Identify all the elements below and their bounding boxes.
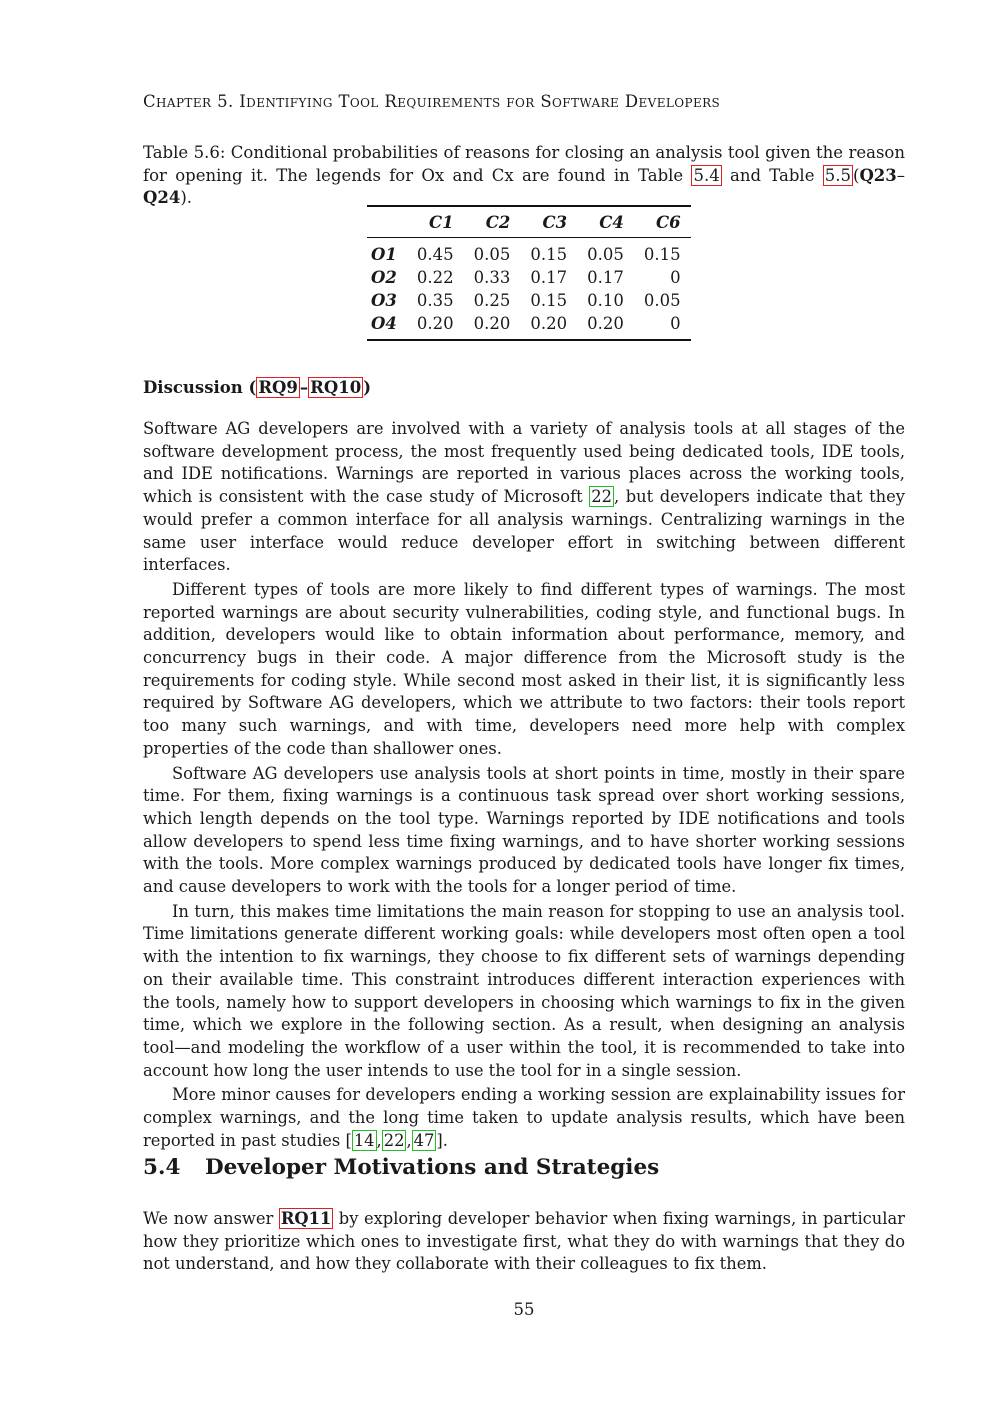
running-head: Chapter 5. Identifying Tool Requirements for Software Developers — [143, 92, 721, 111]
paragraph — [143, 418, 905, 577]
paragraph-text: Software AG developers are involved with a variety of analysis tools at all stages of the software development process, the most frequently used being dedicated tools, IDE tools, and IDE notifications. Warnings are reported in various places across the working tools, which is consistent with the case study of Microsoft — [143, 419, 905, 507]
caption-paren-open: ( — [853, 165, 860, 185]
row-header: O2 — [371, 268, 397, 287]
table-cell: 0.20 — [473, 314, 511, 333]
paragraph-text: We now answer — [143, 1209, 274, 1228]
table-ref-link-5-5[interactable]: 5.5 — [824, 165, 851, 185]
table-cell: 0.45 — [416, 245, 454, 264]
rq10-link[interactable]: RQ10 — [310, 378, 362, 397]
table-caption — [143, 142, 905, 210]
row-header: O4 — [371, 314, 397, 333]
caption-mid: and Table — [730, 165, 815, 185]
cite-bracket: ]. — [436, 1130, 448, 1150]
table-row — [367, 289, 691, 312]
caption-text: Conditional probabilities of reasons for closing an analysis tool given the reason for opening it. The legends for Ox and Cx are found in Table — [143, 143, 905, 185]
table-row — [367, 238, 691, 267]
section-title: Developer Motivations and Strategies — [205, 1155, 660, 1180]
paragraph: In turn, this makes time limitations the main reason for stopping to use an analysis tool. Time limitations generate different working goals: while developers most often open a tool with the intention to fix warnings, they choose to fix different sets of warnings depending on their available time. This constraint introduces different interaction experiences with the tools, namely how to support developers in choosing which warnings to fix in the given time, which we explore in the following section. As a result, when designing an analysis tool—and modeling the workflow of a user within the tool, it is recommended to take into account how long the user intends to use the tool for in a single session. — [143, 901, 905, 1080]
probability-table — [367, 205, 691, 341]
question-ref-q24: Q24 — [143, 188, 181, 207]
citation-link[interactable]: 14 — [353, 1130, 375, 1150]
table-cell: 0.33 — [473, 268, 511, 287]
caption-dash: – — [896, 165, 906, 185]
table-row — [367, 266, 691, 289]
table-cell: 0.35 — [416, 291, 454, 310]
paragraph: Different types of tools are more likely to find different types of warnings. The most reported warnings are about security vulnerabilities, coding style, and functional bugs. In addition, developers would like to obtain information about performance, memory, and concurrency bugs in their code. A major difference from the Microsoft study is the requirements for coding style. While second most asked in their list, it is significantly less required by Software AG developers, which we attribute to two factors: their tools report too many such warnings, and with time, developers need more help with complex properties of the code than shallower ones. — [143, 579, 905, 758]
citation-link[interactable]: 22 — [383, 1130, 405, 1150]
probability-table-wrapper — [367, 205, 691, 341]
rq9-link[interactable]: RQ9 — [258, 378, 298, 397]
col-header: C2 — [485, 212, 511, 232]
table-cell: 0.20 — [530, 314, 568, 333]
table-row — [367, 312, 691, 340]
table-cell: 0.10 — [587, 291, 624, 310]
table-cell: 0.05 — [473, 245, 511, 264]
table-header-row — [367, 206, 691, 238]
col-header: C4 — [599, 212, 624, 232]
caption-label: Table 5.6: — [143, 143, 226, 162]
table-cell: 0.20 — [587, 314, 624, 333]
col-header: C6 — [655, 212, 681, 232]
table-ref-link-5-4[interactable]: 5.4 — [693, 165, 720, 185]
table-cell: 0.05 — [587, 245, 624, 264]
discussion-heading — [143, 378, 371, 397]
table-cell: 0.22 — [416, 268, 454, 287]
citation-link[interactable]: 47 — [413, 1130, 435, 1150]
rq11-link[interactable]: RQ11 — [280, 1209, 332, 1228]
row-header: O1 — [371, 245, 397, 264]
table-cell: 0 — [670, 314, 681, 333]
discussion-close: ) — [363, 378, 371, 397]
table-cell: 0.15 — [530, 291, 568, 310]
table-cell: 0 — [670, 268, 681, 287]
section-number: 5.4 — [143, 1155, 181, 1180]
table-cell: 0.17 — [530, 268, 568, 287]
section-body — [143, 1208, 905, 1276]
table-cell: 0.25 — [473, 291, 511, 310]
paragraph: More minor causes for developers ending a working session are explainability issues for complex warnings, and the long time taken to update analysis results, which have been reported in past studies [ 14 , 22 , 47 ]. — [143, 1085, 905, 1150]
citation-link[interactable]: 22 — [591, 487, 612, 507]
discussion-body — [143, 418, 905, 1153]
paragraph-text: by exploring developer behavior when fixing warnings, in particular how they prioritize which ones to investigate first, what they do with warnings that they do not understand, and how they collaborate with their colleagues to fix them. — [143, 1209, 905, 1274]
discussion-dash: – — [299, 378, 309, 397]
discussion-title: Discussion ( — [143, 378, 257, 397]
question-ref-q23: Q23 — [859, 165, 897, 185]
table-cell: 0.15 — [530, 245, 568, 264]
cite-bracket: [ — [345, 1130, 352, 1150]
table-corner — [367, 206, 407, 238]
caption-paren-close: ). — [180, 188, 193, 207]
row-header: O3 — [371, 291, 397, 310]
table-cell: 0.15 — [643, 245, 681, 264]
paragraph: Software AG developers use analysis tools at short points in time, mostly in their spare time. For them, fixing warnings is a continuous task spread over short working sessions, which length depends on the tool type. Warnings reported by IDE notifications and tools allow developers to spend less time fixing warnings, and to have shorter working sessions with the tools. More complex warnings produced by dedicated tools have longer fix times, and cause developers to work with the tools for a longer period of time. — [143, 763, 905, 897]
paragraph-text: More minor causes for developers ending a working session are explainability issues for complex warnings, and the long time taken to update analysis results, which have been reported in past studies — [143, 1085, 905, 1150]
col-header: C3 — [542, 212, 568, 232]
table-cell: 0.17 — [587, 268, 624, 287]
page-number: 55 — [513, 1300, 535, 1319]
section-heading — [143, 1155, 659, 1180]
table-cell: 0.20 — [416, 314, 454, 333]
col-header: C1 — [428, 212, 454, 232]
table-cell: 0.05 — [643, 291, 681, 310]
paragraph-text: , but developers indicate that they would prefer a common interface for all analysis warnings. Centralizing warnings in the same user interface would reduce developer effort in switching between different interfaces. — [143, 487, 905, 575]
